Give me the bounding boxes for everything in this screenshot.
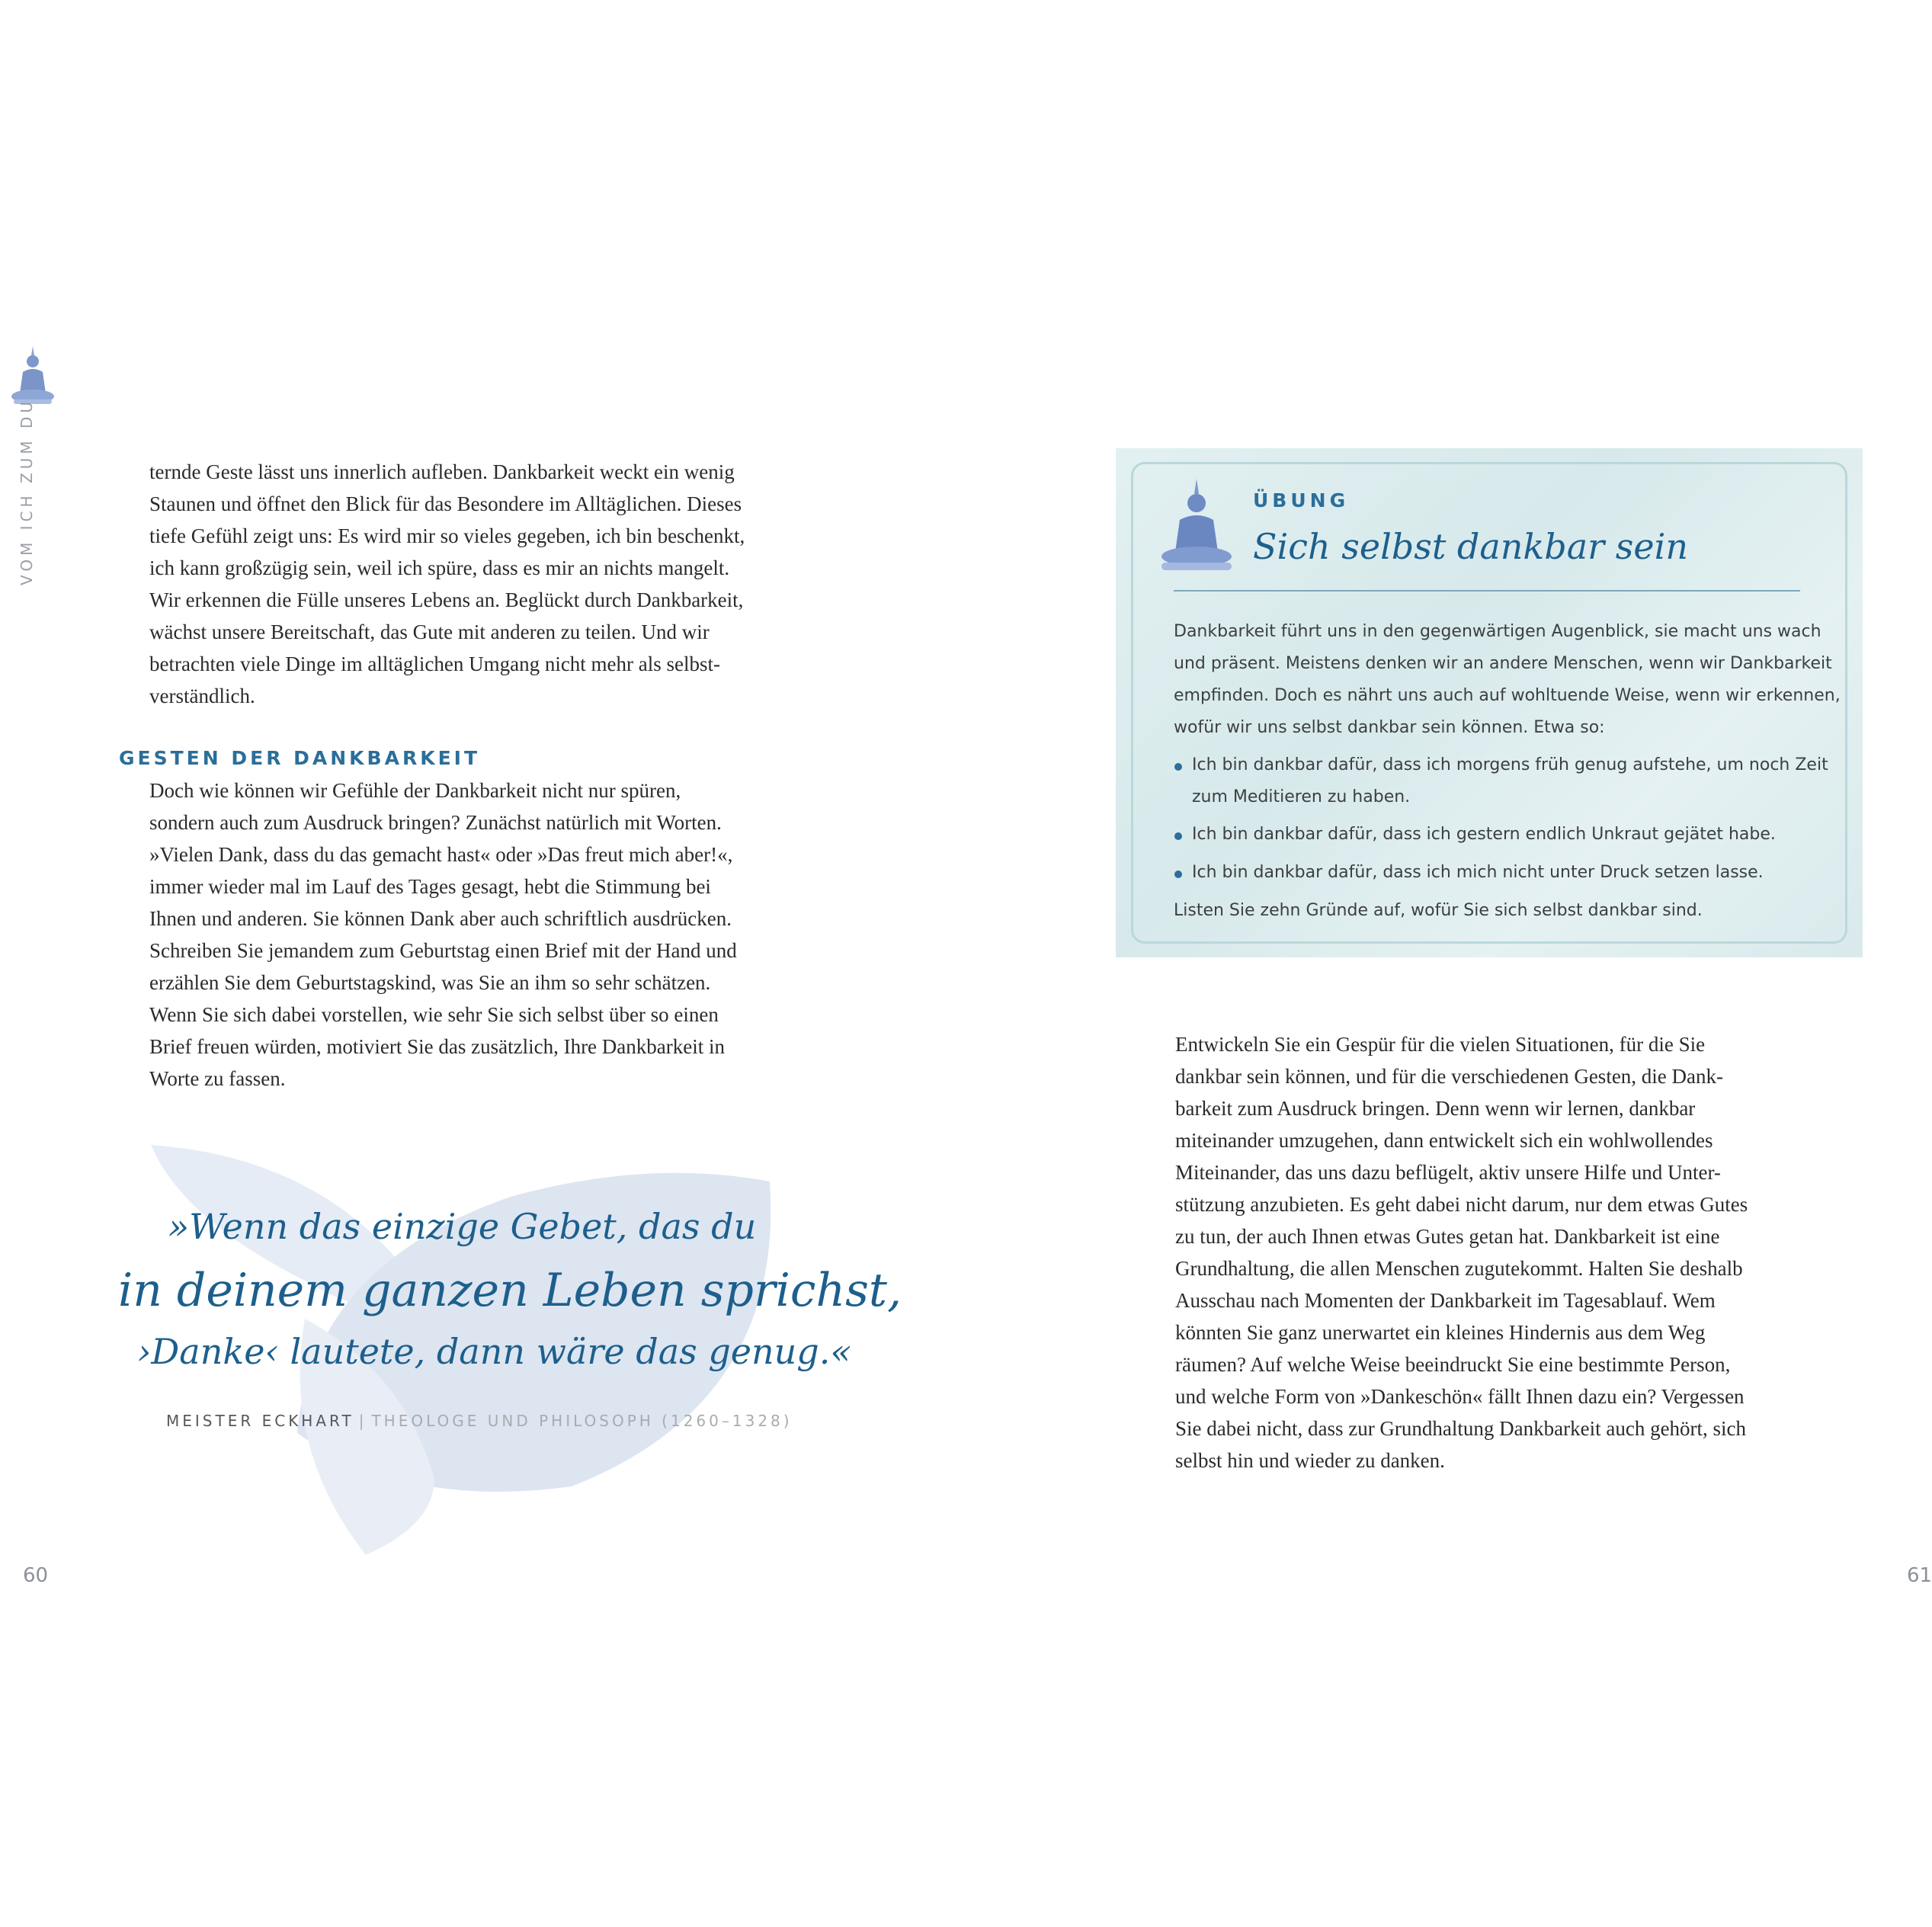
exercise-divider [1174, 590, 1800, 592]
text-line: sondern auch zum Ausdruck bringen? Zunächst natürlich mit Worten. [149, 811, 722, 834]
bullet-icon [1174, 832, 1182, 840]
text-line: könnten Sie ganz unerwartet ein kleines Hindernis aus dem Weg [1175, 1321, 1706, 1344]
quote-author: MEISTER ECKHART [166, 1412, 354, 1430]
left-paragraph-1 [149, 456, 790, 712]
bullet-icon [1174, 763, 1182, 771]
quote-author-role: THEOLOGE UND PHILOSOPH (1260–1328) [371, 1412, 793, 1430]
text-line: und welche Form von »Dankeschön« fällt Ihnen dazu ein? Vergessen [1175, 1385, 1745, 1408]
text-line: wächst unsere Bereitschaft, das Gute mit anderen zu teilen. Und wir [149, 620, 710, 643]
text-line: Doch wie können wir Gefühle der Dankbarkeit nicht nur spüren, [149, 779, 681, 802]
text-line: empfinden. Doch es nährt uns auch auf wohltuende Weise, wenn wir erkennen, [1174, 686, 1841, 705]
text-line: »Vielen Dank, dass du das gemacht hast« oder »Das freut mich aber!«, [149, 843, 733, 866]
text-line: betrachten viele Dinge im alltäglichen Umgang nicht mehr als selbst- [149, 652, 721, 675]
buddha-icon [9, 345, 56, 406]
text-line: tiefe Gefühl zeigt uns: Es wird mir so vieles gegeben, ich bin beschenkt, [149, 524, 745, 547]
exercise-title: Sich selbst dankbar sein [1253, 526, 1688, 567]
text-line: Entwickeln Sie ein Gespür für die vielen Situationen, für die Sie [1175, 1033, 1706, 1056]
text-line: Ihnen und anderen. Sie können Dank aber auch schriftlich ausdrücken. [149, 907, 732, 930]
attribution-separator: | [358, 1412, 367, 1430]
text-line: stützung anzubieten. Es geht dabei nicht darum, nur dem etwas Gutes [1175, 1193, 1748, 1216]
list-item [1192, 749, 1828, 813]
text-line: ich kann großzügig sein, weil ich spüre, dass es mir an nichts mangelt. [149, 556, 730, 579]
text-line: Worte zu fassen. [149, 1067, 286, 1090]
quote-line: in deinem ganzen Leben sprichst, [118, 1264, 902, 1317]
text-line: Ich bin dankbar dafür, dass ich gestern endlich Unkraut gejätet habe. [1192, 825, 1776, 844]
text-line: verständlich. [149, 685, 255, 707]
exercise-intro [1174, 616, 1841, 744]
text-line: und präsent. Meistens denken wir an andere Menschen, wenn wir Dankbarkeit [1174, 654, 1832, 673]
left-paragraph-2 [149, 774, 790, 1095]
quote-line: ›Danke‹ lautete, dann wäre das genug.« [137, 1331, 852, 1372]
chapter-label: VOM ICH ZUM DU [18, 398, 36, 585]
text-line: Staunen und öffnet den Blick für das Besondere im Alltäglichen. Dieses [149, 492, 742, 515]
text-line: Wenn Sie sich dabei vorstellen, wie sehr Sie sich selbst über so einen [149, 1003, 719, 1026]
text-line: Miteinander, das uns dazu beflügelt, aktiv unsere Hilfe und Unter- [1175, 1161, 1721, 1184]
text-line: zu tun, der auch Ihnen etwas Gutes getan hat. Dankbarkeit ist eine [1175, 1225, 1720, 1248]
text-line: räumen? Auf welche Weise beeindruckt Sie eine bestimmte Person, [1175, 1353, 1731, 1376]
bullet-icon [1174, 871, 1182, 878]
list-item [1192, 857, 1764, 889]
text-line: Wir erkennen die Fülle unseres Lebens an. Beglückt durch Dankbarkeit, [149, 588, 744, 611]
text-line: Schreiben Sie jemandem zum Geburtstag einen Brief mit der Hand und [149, 939, 737, 962]
page-number-left: 60 [23, 1564, 49, 1587]
buddha-icon [1157, 477, 1236, 573]
text-line: Ausschau nach Momenten der Dankbarkeit im Tagesablauf. Wem [1175, 1289, 1716, 1312]
page-number-right: 61 [1907, 1564, 1932, 1587]
text-line: Brief freuen würden, motiviert Sie das zusätzlich, Ihre Dankbarkeit in [149, 1035, 725, 1058]
text-line: Dankbarkeit führt uns in den gegenwärtigen Augenblick, sie macht uns wach [1174, 622, 1821, 641]
text-line: ternde Geste lässt uns innerlich aufleben. Dankbarkeit weckt ein wenig [149, 460, 735, 483]
text-line: selbst hin und wieder zu danken. [1175, 1449, 1445, 1472]
text-line: erzählen Sie dem Geburtstagskind, was Sie an ihm so sehr schätzen. [149, 971, 711, 994]
exercise-outro: Listen Sie zehn Gründe auf, wofür Sie sich selbst dankbar sind. [1174, 901, 1703, 920]
text-line: immer wieder mal im Lauf des Tages gesagt, hebt die Stimmung bei [149, 875, 711, 898]
exercise-label: ÜBUNG [1253, 489, 1350, 511]
text-line: Grundhaltung, die allen Menschen zugutekommt. Halten Sie deshalb [1175, 1257, 1743, 1280]
quote-attribution [166, 1412, 793, 1430]
right-paragraph [1175, 1028, 1831, 1477]
text-line: Ich bin dankbar dafür, dass ich morgens früh genug aufstehe, um noch Zeit [1192, 755, 1828, 774]
text-line: Sie dabei nicht, dass zur Grundhaltung Dankbarkeit auch gehört, sich [1175, 1417, 1747, 1440]
text-line: dankbar sein können, und für die verschiedenen Gesten, die Dank- [1175, 1065, 1724, 1088]
list-item [1192, 819, 1776, 851]
text-line: barkeit zum Ausdruck bringen. Denn wenn wir lernen, dankbar [1175, 1097, 1696, 1120]
text-line: miteinander umzugehen, dann entwickelt sich ein wohlwollendes [1175, 1129, 1713, 1152]
quote-line: »Wenn das einzige Gebet, das du [168, 1206, 757, 1247]
section-heading: GESTEN DER DANKBARKEIT [119, 747, 480, 769]
text-line: wofür wir uns selbst dankbar sein können. Etwa so: [1174, 718, 1605, 737]
text-line: Ich bin dankbar dafür, dass ich mich nicht unter Druck setzen lasse. [1192, 863, 1764, 882]
text-line: zum Meditieren zu haben. [1192, 787, 1411, 806]
